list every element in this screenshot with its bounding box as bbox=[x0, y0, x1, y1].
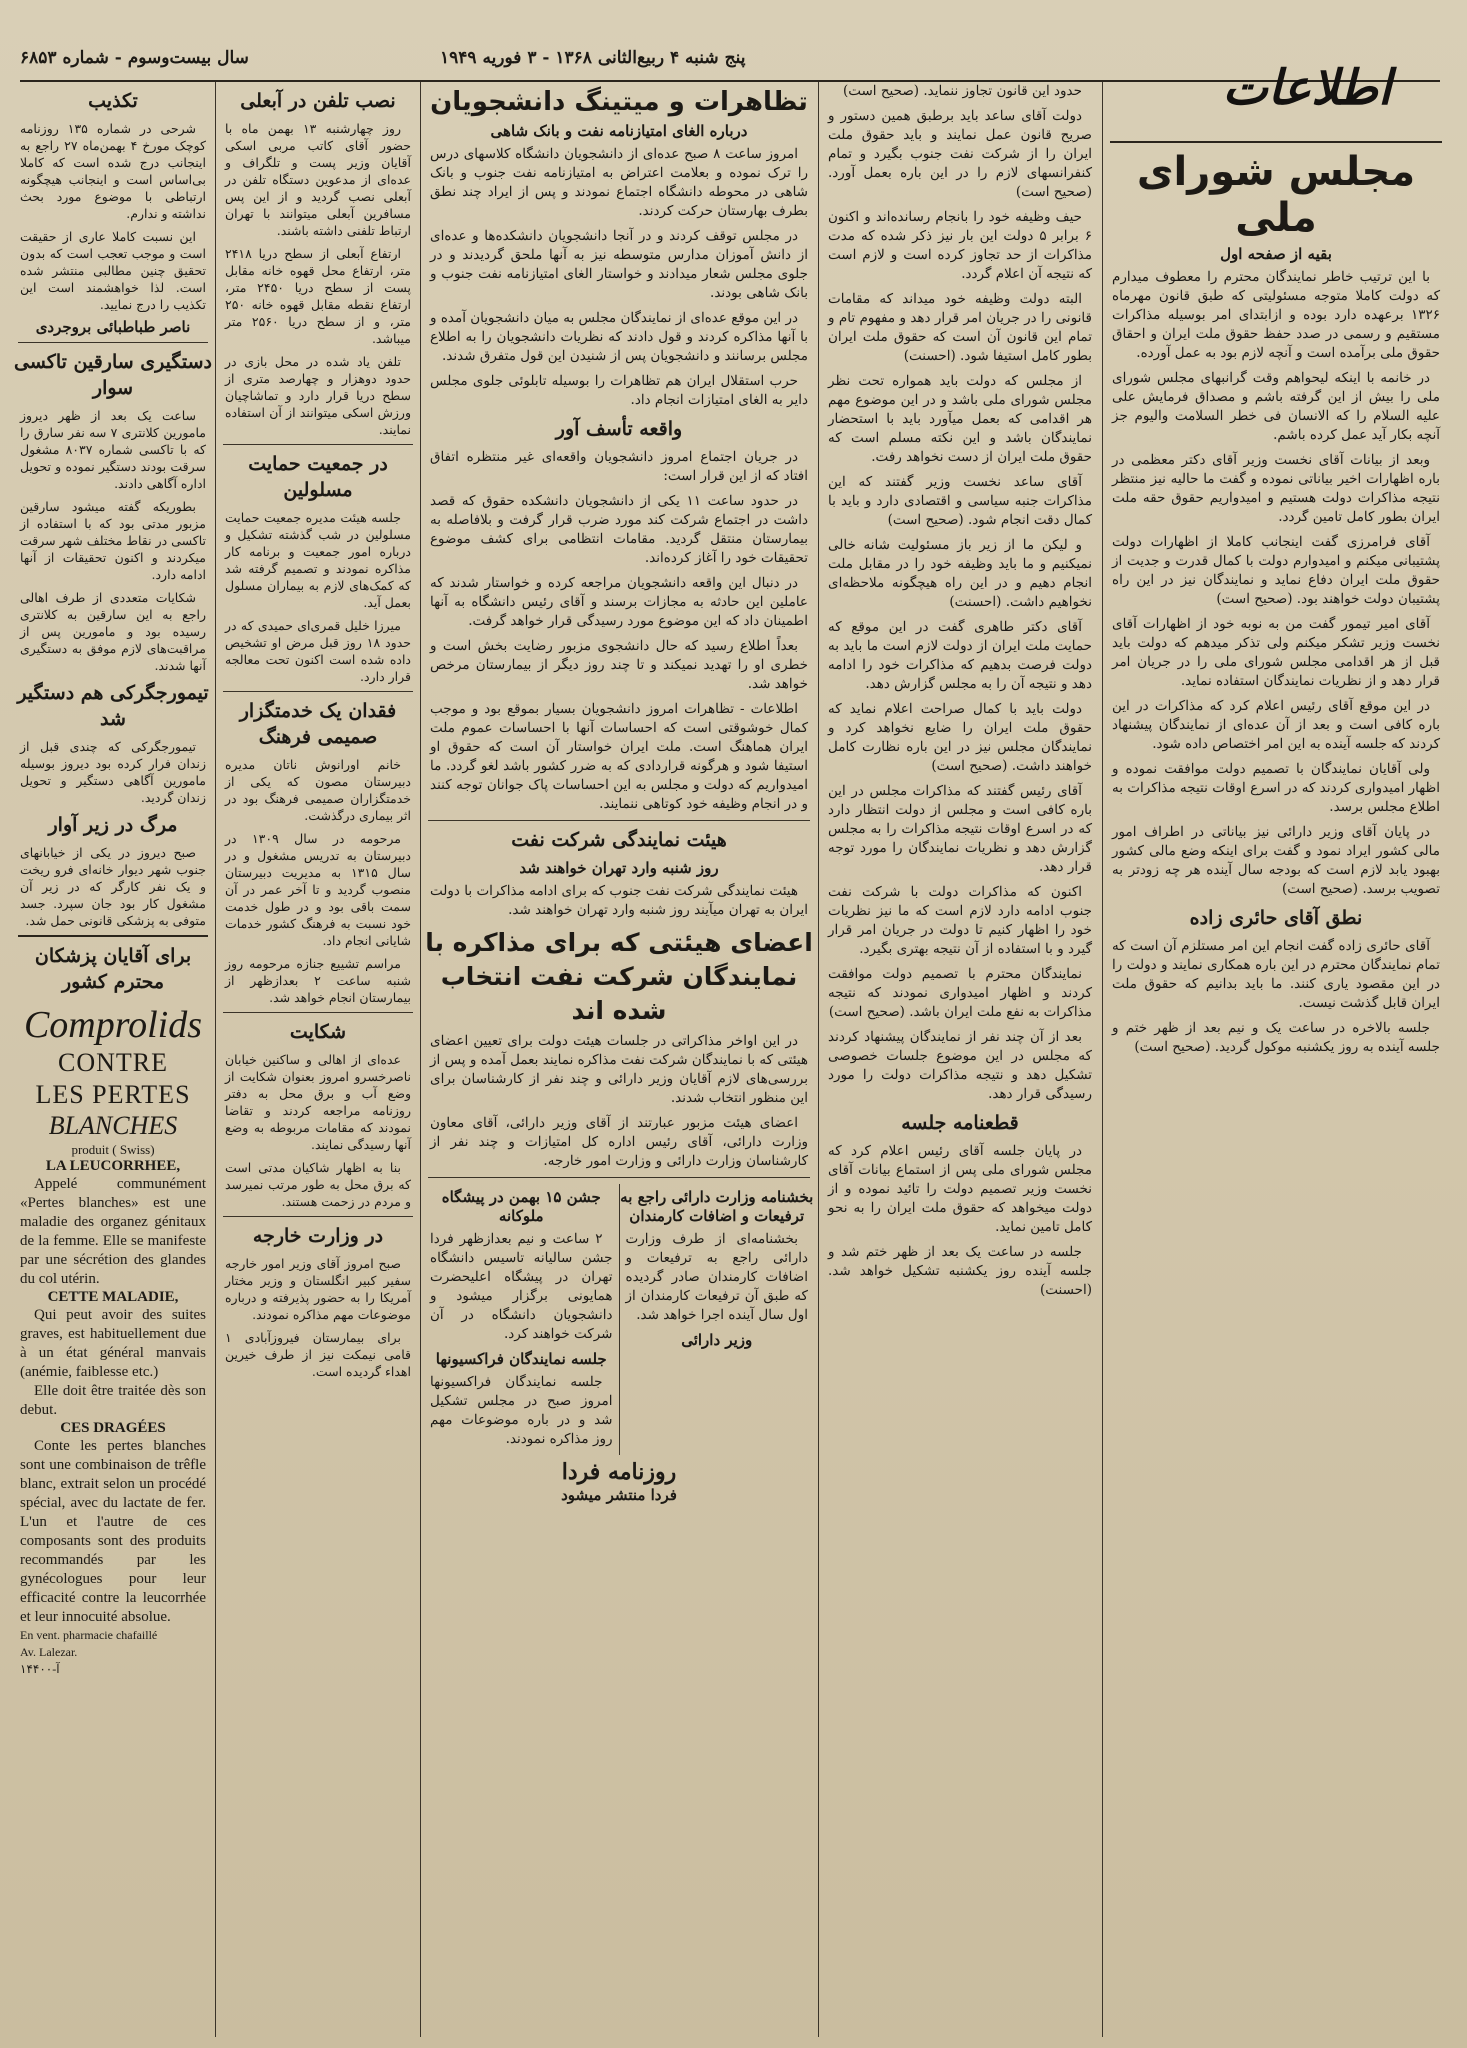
paragraph: و لیکن ما از زیر باز مسئولیت شانه خالی نمیکنیم و ما باید وظیفه خود را در مقابل ملت انجام دهیم و در این راه هیچگونه ملاحظه‌ای نخواهیم داشت. (احسنت) bbox=[828, 537, 1092, 610]
column-local-news bbox=[219, 82, 417, 2037]
paragraph: آقای فرامرزی گفت اینجانب کاملا از اظهارات دولت پشتیبانی میکنم و امیدوارم دولت با کمال قدرت و جدیت از حقوق ملت ایران دفاع نماید و نمایندگان نیز در این راه پشتیبان دولت خواهند بود. (صحیح است) bbox=[1112, 534, 1440, 607]
paragraph: عده‌ای از اهالی و ساکنین خیابان ناصرخسرو امروز بعنوان شکایت از وضع آب و برق محل به دفتر روزنامه مراجعه کردند و تقاضا نمودند که مقامات مربوطه به وضع آنها رسیدگی نمایند. bbox=[225, 1052, 411, 1152]
paragraph: در پایان آقای وزیر دارائی نیز بیاناتی در اطراف امور مالی کشور ایراد نمود و گفت برای اینکه وضع مالی کشور بهبود یابد لازم است که بودجه سال آینده هر چه زودتر به تصویب برسد. (صحیح است) bbox=[1112, 824, 1440, 897]
ad-vente: En vent. pharmacie chafaillé bbox=[20, 1628, 158, 1642]
paragraph: خانم اورانوش ناتان مدیره دبیرستان مصون که یکی از خدمتگزاران صمیمی فرهنگ بود در اثر بیماری درگذشت. bbox=[225, 757, 411, 823]
column-rule bbox=[215, 82, 216, 2037]
column-parliament bbox=[1106, 135, 1446, 2040]
paragraph: دولت باید با کمال صراحت اعلام نماید که حقوق ملت ایران را ضایع نخواهد کرد و نمایندگان مجلس نیز در این باره نظارت کامل خواهند داشت. (صحیح است) bbox=[828, 701, 1092, 774]
paragraph: بنا به اظهار شاکیان مدتی است که برق محل به طور مرتب نمیرسد و مردم در زحمت هستند. bbox=[225, 1160, 411, 1209]
paragraph: بطوریکه گفته میشود سارقین مزبور مدتی بود که با استفاده از تاکسی در نقاط مختلف شهر سرقت میکردند و اکنون تحقیقات از آنها ادامه دارد. bbox=[20, 499, 206, 582]
section-title: نصب تلفن در آبعلی bbox=[240, 90, 396, 112]
divider bbox=[223, 1012, 413, 1013]
paragraph: روز چهارشنبه ۱۳ بهمن ماه با حضور آقای کاتب مربی اسکی آقایان وزیر پست و تلگراف و عده‌ای از مدعوین دستگاه تلفن در آبعلی نصب گردید و از این پس مسافرین آبعلی میتوانند با تهران ارتباط تلفنی داشته باشند. bbox=[225, 121, 411, 238]
newspaper-logo: اطلاعات bbox=[1222, 60, 1392, 116]
section-title: در جمعیت حمایت مسلولین bbox=[248, 453, 388, 501]
ad-cette: CETTE MALADIE, bbox=[47, 1289, 179, 1305]
paragraph: صبح امروز آقای وزیر امور خارجه سفیر کبیر انگلستان و وزیر مختار آمریکا را به حضور پذیرفته و درباره موضوعات مهم مذاکره نمودند. bbox=[225, 1256, 411, 1322]
paragraph: وبعد از بیانات آقای نخست وزیر آقای دکتر معظمی در باره اظهارات اخیر بیاناتی نموده و گفت ما حالیه نیز منتظر نتیجه مذاکرات دولت هستیم و امیدواریم حقوق حقه ملت ایران بطور کامل تامین گردد. bbox=[1112, 452, 1440, 525]
divider bbox=[223, 1216, 413, 1217]
ad-line2: BLANCHES bbox=[48, 1111, 178, 1140]
bottom-stories bbox=[424, 1184, 814, 1455]
ad-contre: CONTRE bbox=[58, 1048, 168, 1077]
oil-delegation-title: هیئت نمایندگی شرکت نفت bbox=[511, 829, 727, 851]
finance-circular-title: بخشنامه وزارت دارائی راجع به ترفیعات و اضافات کارمندان bbox=[620, 1188, 814, 1225]
finance-circular bbox=[619, 1184, 815, 1455]
ad-address: Av. Lalezar. bbox=[20, 1645, 78, 1659]
oil-delegation-subtitle: روز شنبه وارد تهران خواهند شد bbox=[519, 859, 719, 877]
divider bbox=[1110, 141, 1442, 143]
ad-code: آ-۱۴۴۰۰ bbox=[20, 1662, 60, 1676]
paragraph: حیف وظیفه خود را بانجام رسانده‌اند و اکنون ۶ برابر ۵ دولت این بار نیز ذکر شده که مدت مذاکرات از حد تجاوز کرده است و لازم است که نتیجه آن اعلام گردد. bbox=[828, 209, 1093, 282]
paragraph: جلسه بالاخره در ساعت یک و نیم بعد از ظهر ختم و جلسه آینده به روز یکشنبه موکول گردید. (صحیح است) bbox=[1112, 1020, 1440, 1055]
fractions-title: جلسه نمایندگان فراکسیونها bbox=[435, 1350, 607, 1368]
divider bbox=[428, 1177, 810, 1178]
paragraph: آقای دکتر طاهری گفت در این موقع که حمایت ملت ایران از دولت لازم است ما باید به دولت فرصت بدهیم که مذاکرات خود را ادامه دهد و نتیجه آن را به مجلس گزارش دهد. bbox=[828, 619, 1092, 692]
farda-announcement: روزنامه فردا bbox=[561, 1459, 677, 1485]
paragraph: شرحی در شماره ۱۳۵ روزنامه کوچک مورخ ۴ بهمن‌ماه ۲۷ راجع به اینجانب درج شده است که کاملا بی‌اساس است و اینجانب هیچگونه ارتباطی با موضوع مورد بحث نداشته و ندارم. bbox=[20, 121, 207, 221]
paragraph: اکنون که مذاکرات دولت با شرکت نفت جنوب ادامه دارد لازم است که ما نیز نظریات خود را اظهار کنیم تا دولت در جریان امر قرار گیرد و با استفاده از آن نتیجه بهتری بگیرد. bbox=[828, 884, 1092, 957]
issue-date: پنج شنبه ۴ ربیع‌الثانی ۱۳۶۸ - ۳ فوریه ۱۹۴۹ bbox=[440, 48, 746, 68]
paragraph: آقای حائری زاده گفت انجام این امر مستلزم آن است که تمام نمایندگان محترم در این باره همکاری نمایند و دولت را در این مقصود یاری کنند. ما باید بدانیم که حقوق ملت ایران قابل گذشت نیست. bbox=[1112, 938, 1440, 1011]
section-title: فقدان یک خدمتگزار صمیمی فرهنگ bbox=[239, 700, 397, 748]
paragraph: البته دولت وظیفه خود میداند که مقامات قانونی را در جریان امر قرار دهد و مفهوم تام و تمام این قانون آن است که حقوق ملت ایران بطور کامل استیفا شود. (احسنت) bbox=[828, 291, 1092, 364]
ad-body: Appelé communément «Pertes blanches» est une maladie des organez génitaux de la femme. Elle se manifeste par une sécrétion des glandes du col utérin. bbox=[20, 1176, 206, 1287]
divider bbox=[18, 342, 208, 343]
paragraph: اعضای هیئت مزبور عبارتند از آقای وزیر دارائی، آقای معاون وزارت دارائی، آقای رئیس اداره کل امتیازات و چند نفر از کارشناسان وزارت دارائی و وزارت امور خارجه. bbox=[430, 1115, 808, 1169]
paragraph: جلسه نمایندگان فراکسیونها امروز صبح در مجلس تشکیل شد و در باره موضوعات مهم روز مذاکره نمودند. bbox=[430, 1374, 613, 1447]
paragraph: تلفن یاد شده در محل بازی در حدود دوهزار و چهارصد متری از سطح دریا قرار دارد و تماشاچیان ورزش اسکی میتوانند از آن استفاده نمایند. bbox=[225, 354, 411, 437]
column-rule bbox=[818, 82, 819, 2037]
section-title: تیمورجگرکی هم دستگیر شد bbox=[17, 682, 209, 730]
column-rule bbox=[1102, 82, 1103, 2037]
paragraph: بعد از آن چند نفر از نمایندگان پیشنهاد کردند که مجلس در این موضوع جلسات خصوصی تشکیل دهد و نتیجه مذاکرات دولت را مورد رسیدگی قرار دهد. bbox=[828, 1029, 1092, 1102]
ad-body: Elle doit être traitée dès son debut. bbox=[20, 1383, 206, 1418]
ad-lead: برای آقایان پزشکان محترم کشور bbox=[34, 945, 192, 993]
paragraph: در خانمه با اینکه لیحواهم وقت گرانبهای مجلس شورای ملی را بیش از این گرفته باشم و مصداق فرمایش علی علیه السلام را که الانسان فی خطر السلامت والیوم جز آنچه بکار آید عمل کرده باشم. bbox=[1112, 370, 1440, 443]
divider bbox=[428, 820, 810, 821]
comprolids-ad bbox=[14, 1003, 212, 1678]
paragraph: ارتفاع آبعلی از سطح دریا ۲۴۱۸ متر، ارتفاع محل قهوه خانه مقابل پست از سطح دریا ۲۴۵۰ متر، ارتفاع نقطه مقابل قهوه خانه ۲۵۰ متر، و از سطح دریا ۲۵۶۰ متر میباشد. bbox=[225, 246, 412, 346]
column-students bbox=[424, 82, 814, 2037]
paragraph: ۲ ساعت و نیم بعدازظهر فردا جشن سالیانه تاسیس دانشگاه تهران در پیشگاه اعلیحضرت همایونی برگزار میشود و دانشجویان دانشگاه در آن شرکت خواهند کرد. bbox=[430, 1231, 613, 1342]
paragraph: در حدود ساعت ۱۱ یکی از دانشجویان دانشکده حقوق که قصد داشت در اجتماع شرکت کند مورد ضرب قرار گرفت و بلافاصله به بیمارستان منتقل گردید. مقامات انتظامی برای کشف موضوع تحقیقات خود را آغاز کرده‌اند. bbox=[430, 493, 808, 566]
paragraph: از مجلس که دولت باید همواره تحت نظر مجلس شورای ملی باشد و در این موضوع مهم هر اقدامی که بعمل میآورد باید با استحضار نمایندگان باشد و این نکته مسلم است که حقوق ملت ایران از دست نخواهد رفت. bbox=[828, 373, 1092, 465]
ad-product: Comprolids bbox=[23, 1004, 203, 1046]
paragraph: آقای امیر تیمور گفت من به نوبه خود از اظهارات آقای نخست وزیر تشکر میکنم ولی تذکر میدهم که دولت باید قبل از هر اقدامی مجلس شورای ملی را در جریان امر قرار دهد و از نظریات نمایندگان استفاده نماید. bbox=[1112, 616, 1440, 689]
ad-dragees: CES DRAGÉES bbox=[60, 1420, 166, 1436]
celebration-title: جشن ۱۵ بهمن در پیشگاه ملوکانه bbox=[441, 1188, 601, 1225]
issue-number: سال بیست‌وسوم - شماره ۶۸۵۳ bbox=[20, 48, 249, 68]
paragraph: آقای ساعد نخست وزیر گفتند که این مذاکرات جنبه سیاسی و اقتصادی دارد و باید با کمال دقت انجام شود. (صحیح است) bbox=[828, 474, 1092, 528]
paragraph: با این ترتیب خاطر نمایندگان محترم را معطوف میدارم که دولت کاملا متوجه مسئولیتی که طبق قانون مهرماه ۱۳۲۶ برعهده دارد بوده و ازابتدای امر بوسیله مذاکرات مستقیم و رسمی در صدد حفظ حقوق ملت ایران و احقاق حقوق ملی برآمده است و آنچه لازم بود به عمل آورده. bbox=[1112, 269, 1440, 361]
section-title: شکایت bbox=[289, 1021, 347, 1043]
paragraph: مراسم تشییع جنازه مرحومه روز شنبه ساعت ۲ بعدازظهر از بیمارستان انجام خواهد شد. bbox=[225, 956, 411, 1005]
paragraph: حدود این قانون تجاوز ننماید. (صحیح است) bbox=[842, 83, 1082, 99]
paragraph: نمایندگان محترم با تصمیم دولت موافقت کردند و اظهار امیدواری نمودند که نتیجه مذاکرات به نفع ملت ایران باشد. (صحیح است) bbox=[828, 966, 1092, 1020]
parliament-headline: مجلس شورای ملی bbox=[1136, 149, 1416, 241]
farda-subtitle: فردا منتشر میشود bbox=[561, 1486, 677, 1504]
paragraph: هیئت نمایندگی شرکت نفت جنوب که برای ادامه مذاکرات با دولت ایران به تهران میآیند روز شنبه وارد تهران خواهند شد. bbox=[430, 883, 808, 918]
paragraph: دولت آقای ساعد باید برطبق همین دستور و صریح قانون عمل نمایند و باید حقوق ملت ایران را از شرکت نفت جنوب بگیرد و تمام کنفرانسهای لازم را در این باره بعمل آورد. (صحیح است) bbox=[828, 108, 1092, 200]
committee-headline: اعضای هیئتی که برای مذاکره با نمایندگان شرکت نفت انتخاب شده اند bbox=[425, 928, 813, 1025]
paragraph: میرزا خلیل قمری‌ای حمیدی که در حدود ۱۸ روز قبل مرض او تشخیص داده شده است اکنون تحت معالجه قرار دارد. bbox=[225, 618, 411, 684]
paragraph: ساعت یک بعد از ظهر دیروز مامورین کلانتری ۷ سه نفر سارق را که با تاکسی شماره ۸۰۳۷ مشغول سرقت بودند دستگیر نموده و تحویل اداره آگاهی دادند. bbox=[20, 408, 207, 491]
paragraph: در پایان جلسه آقای رئیس اعلام کرد که مجلس شورای ملی پس از استماع بیانات آقای نخست وزیر تصمیم دولت را تائید نموده و از دولت میخواهد که حقوق ملت ایران را به نحو کامل تامین نماید. bbox=[828, 1143, 1092, 1235]
section-title: در وزارت خارجه bbox=[252, 1225, 384, 1247]
paragraph: در جریان اجتماع امروز دانشجویان واقعه‌ای غیر منتظره اتفاق افتاد که از این قرار است: bbox=[430, 449, 808, 484]
paragraph: اطلاعات - تظاهرات امروز دانشجویان بسیار بموقع بود و موجب کمال خوشوقتی است که احساسات آنها با احساسات عموم ملت ایران هماهنگ است. ملت ایران خواستار آن است که حقوق او استیفا شود و هرگونه قراردادی که به ضرر کشور باشد لغو گردد. ما امیدواریم که دولت و مجلس به این احساسات پاک جوانان توجه کنند و در انجام وظیفه خود کوتاهی ننمایند. bbox=[430, 701, 808, 812]
paragraph: در دنبال این واقعه دانشجویان مراجعه کرده و خواستار شدند که عاملین این حادثه به مجازات برسند و آقای رئیس دانشگاه به آنها اطمینان داد که این موضوع مورد رسیدگی قرار خواهد گرفت. bbox=[430, 575, 808, 629]
continued-note: بقیه از صفحه اول bbox=[1220, 245, 1332, 263]
ad-body: Conte les pertes blanches sont une combinaison de trêfle blanc, extrait selon un procédé spécial, avec du lactate de fer. L'un et l'autre de ces composants sont des produits recommandés par les gynécologues pour leur efficacité contre la leucorrhée et leur innocuité absolue. bbox=[20, 1438, 206, 1625]
divider bbox=[223, 691, 413, 692]
paragraph: این نسبت کاملا عاری از حقیقت است و موجب تعجب است که بدون تحقیق چنین مطالبی منتشر شده است. لذا خواهشمند است این تکذیب را درج نمایید. bbox=[20, 229, 206, 312]
section-title: تکذیب bbox=[88, 90, 138, 112]
paragraph: بخشنامه‌ای از طرف وزارت دارائی راجع به ترفیعات و اضافات کارمندان صادر گردیده که طبق آن ترفیعات کارمندان از اول سال آینده اجرا خواهد شد. bbox=[625, 1231, 808, 1323]
paragraph: صبح دیروز در یکی از خیابانهای جنوب شهر دیوار خانه‌ای فرو ریخت و یک نفر کارگر که در زیر آن مشغول کار بود جان سپرد. جسد متوفی به پزشکی قانونی حمل شد. bbox=[20, 845, 206, 928]
students-subhead: درباره الغای امتیازنامه نفت و بانک شاهی bbox=[490, 122, 748, 140]
paragraph: امروز ساعت ۸ صبح عده‌ای از دانشجویان دانشگاه کلاسهای درس را ترک نموده و بعلامت اعتراض به امتیازنامه نفت جنوب و بانک شاهی در محوطه دانشگاه اجتماع نمودند و پس از ایراد چند نطق بطرف بهارستان حرکت کردند. bbox=[430, 146, 808, 219]
section-title: مرگ در زیر آوار bbox=[48, 814, 178, 836]
ad-leuco: LA LEUCORRHEE, bbox=[45, 1158, 181, 1174]
paragraph: بعداً اطلاع رسید که حال دانشجوی مزبور رضایت بخش است و خطری او را تهدید نمیکند و تا چند روز دیگر از بیمارستان مرخص خواهد شد. bbox=[430, 638, 808, 692]
paragraph: برای بیمارستان فیروزآبادی ۱ قامی نیمکت نیز از طرف خیرین اهداء گردیده است. bbox=[225, 1330, 411, 1379]
paragraph: تیمورجگرکی که چندی قبل از زندان فرار کرده بود دیروز بوسیله مامورین آگاهی دستگیر و تحویل زندان گردید. bbox=[20, 739, 206, 805]
university-celebration bbox=[424, 1184, 619, 1455]
ad-line1: LES PERTES bbox=[35, 1080, 191, 1109]
section-subtitle: قطعنامه جلسه bbox=[901, 1112, 1019, 1134]
paragraph: در مجلس توقف کردند و در آنجا دانشجویان دانشکده‌ها و عده‌ای از دانش آموزان مدارس متوسطه نیز به آنها ملحق گردیدند و در جلوی مجلس شعار میدادند و خواستار الغای امتیازنامه نفت جنوب و بانک شاهی بودند. bbox=[430, 228, 808, 301]
ad-produit: produit ( Swiss) bbox=[71, 1142, 155, 1157]
column-police-news bbox=[14, 82, 212, 2037]
divider bbox=[223, 444, 413, 445]
section-title: دستگیری سارقین تاکسی سوار bbox=[14, 351, 212, 399]
paragraph: مرحومه در سال ۱۳۰۹ در دبیرستان به تدریس مشغول و در سال ۱۳۱۵ به مدیریت دبیرستان منصوب گردید و تا آخر عمر در آن سمت باقی بود و در طول خدمت خود نسبت به فرهنگ کشور خدمات شایانی انجام داد. bbox=[225, 831, 412, 948]
column-parliament-continued bbox=[822, 82, 1098, 2037]
section-subtitle: واقعه تأسف آور bbox=[555, 418, 683, 440]
section-subtitle: نطق آقای حائری زاده bbox=[1189, 907, 1363, 929]
paragraph: ولی آقایان نمایندگان با تصمیم دولت موافقت نموده و اظهار امیدواری کردند که در اسرع اوقات نتیجه مذاکرات به اطلاع مجلس برسد. bbox=[1112, 761, 1440, 815]
paragraph: حرب استقلال ایران هم تظاهرات را بوسیله تابلوئی جلوی مجلس دایر به الغای امتیازات انجام داد. bbox=[430, 373, 808, 408]
column-rule bbox=[420, 82, 421, 2037]
students-headline: تظاهرات و میتینگ دانشجویان bbox=[430, 87, 808, 117]
paragraph: شکایات متعددی از طرف اهالی راجع به این سارقین به کلانتری رسیده بود و مامورین پس از مراقبت‌های لازم موفق به دستگیری آنها شدند. bbox=[20, 590, 206, 673]
signature: ناصر طباطبائی بروجردی bbox=[35, 318, 191, 336]
divider bbox=[18, 935, 208, 937]
paragraph: در این موقع آقای رئیس اعلام کرد که مذاکرات در این باره کافی است و بعد از آن عده‌ای از نمایندگان پیشنهاد کردند که جلسه آینده به این امر اختصاص داده شود. bbox=[1112, 698, 1440, 752]
paragraph: در این موقع عده‌ای از نمایندگان مجلس به میان دانشجویان آمده و با آنها مذاکره کردند و قول دادند که نظریات دانشجویان را به اطلاع مجلس برسانند و دانشجویان پس از شنیدن این قول متفرق شدند. bbox=[430, 310, 808, 364]
paragraph: جلسه هیئت مدیره جمعیت حمایت مسلولین در شب گذشته تشکیل و درباره امور جمعیت و برنامه کار مذاکره نمودند و تصمیم گرفته شد که کمک‌های لازم به بیماران مسلول بعمل آید. bbox=[225, 510, 411, 610]
paragraph: آقای رئیس گفتند که مذاکرات مجلس در این باره کافی است و مجلس از دولت انتظار دارد که در اسرع اوقات نتیجه مذاکرات را به مجلس گزارش دهد و نظریات نمایندگان را مورد توجه قرار دهد. bbox=[828, 783, 1092, 875]
ad-body: Qui peut avoir des suites graves, est habituellement due à un état général manvais (anémie, faiblesse etc.) bbox=[20, 1307, 206, 1380]
finance-minister-sign: وزیر دارائی bbox=[681, 1331, 753, 1349]
paragraph: در این اواخر مذاکراتی در جلسات هیئت دولت برای تعیین اعضای هیئتی که با نمایندگان شرکت نفت مذاکره نمایند بعمل آمده و پس از بررسی‌های لازم آقایان وزیر دارائی و چند نفر از کارشناسان برای این منظور انتخاب شدند. bbox=[430, 1033, 808, 1106]
paragraph: جلسه در ساعت یک بعد از ظهر ختم شد و جلسه آینده روز یکشنبه تشکیل خواهد شد. (احسنت) bbox=[828, 1244, 1092, 1298]
